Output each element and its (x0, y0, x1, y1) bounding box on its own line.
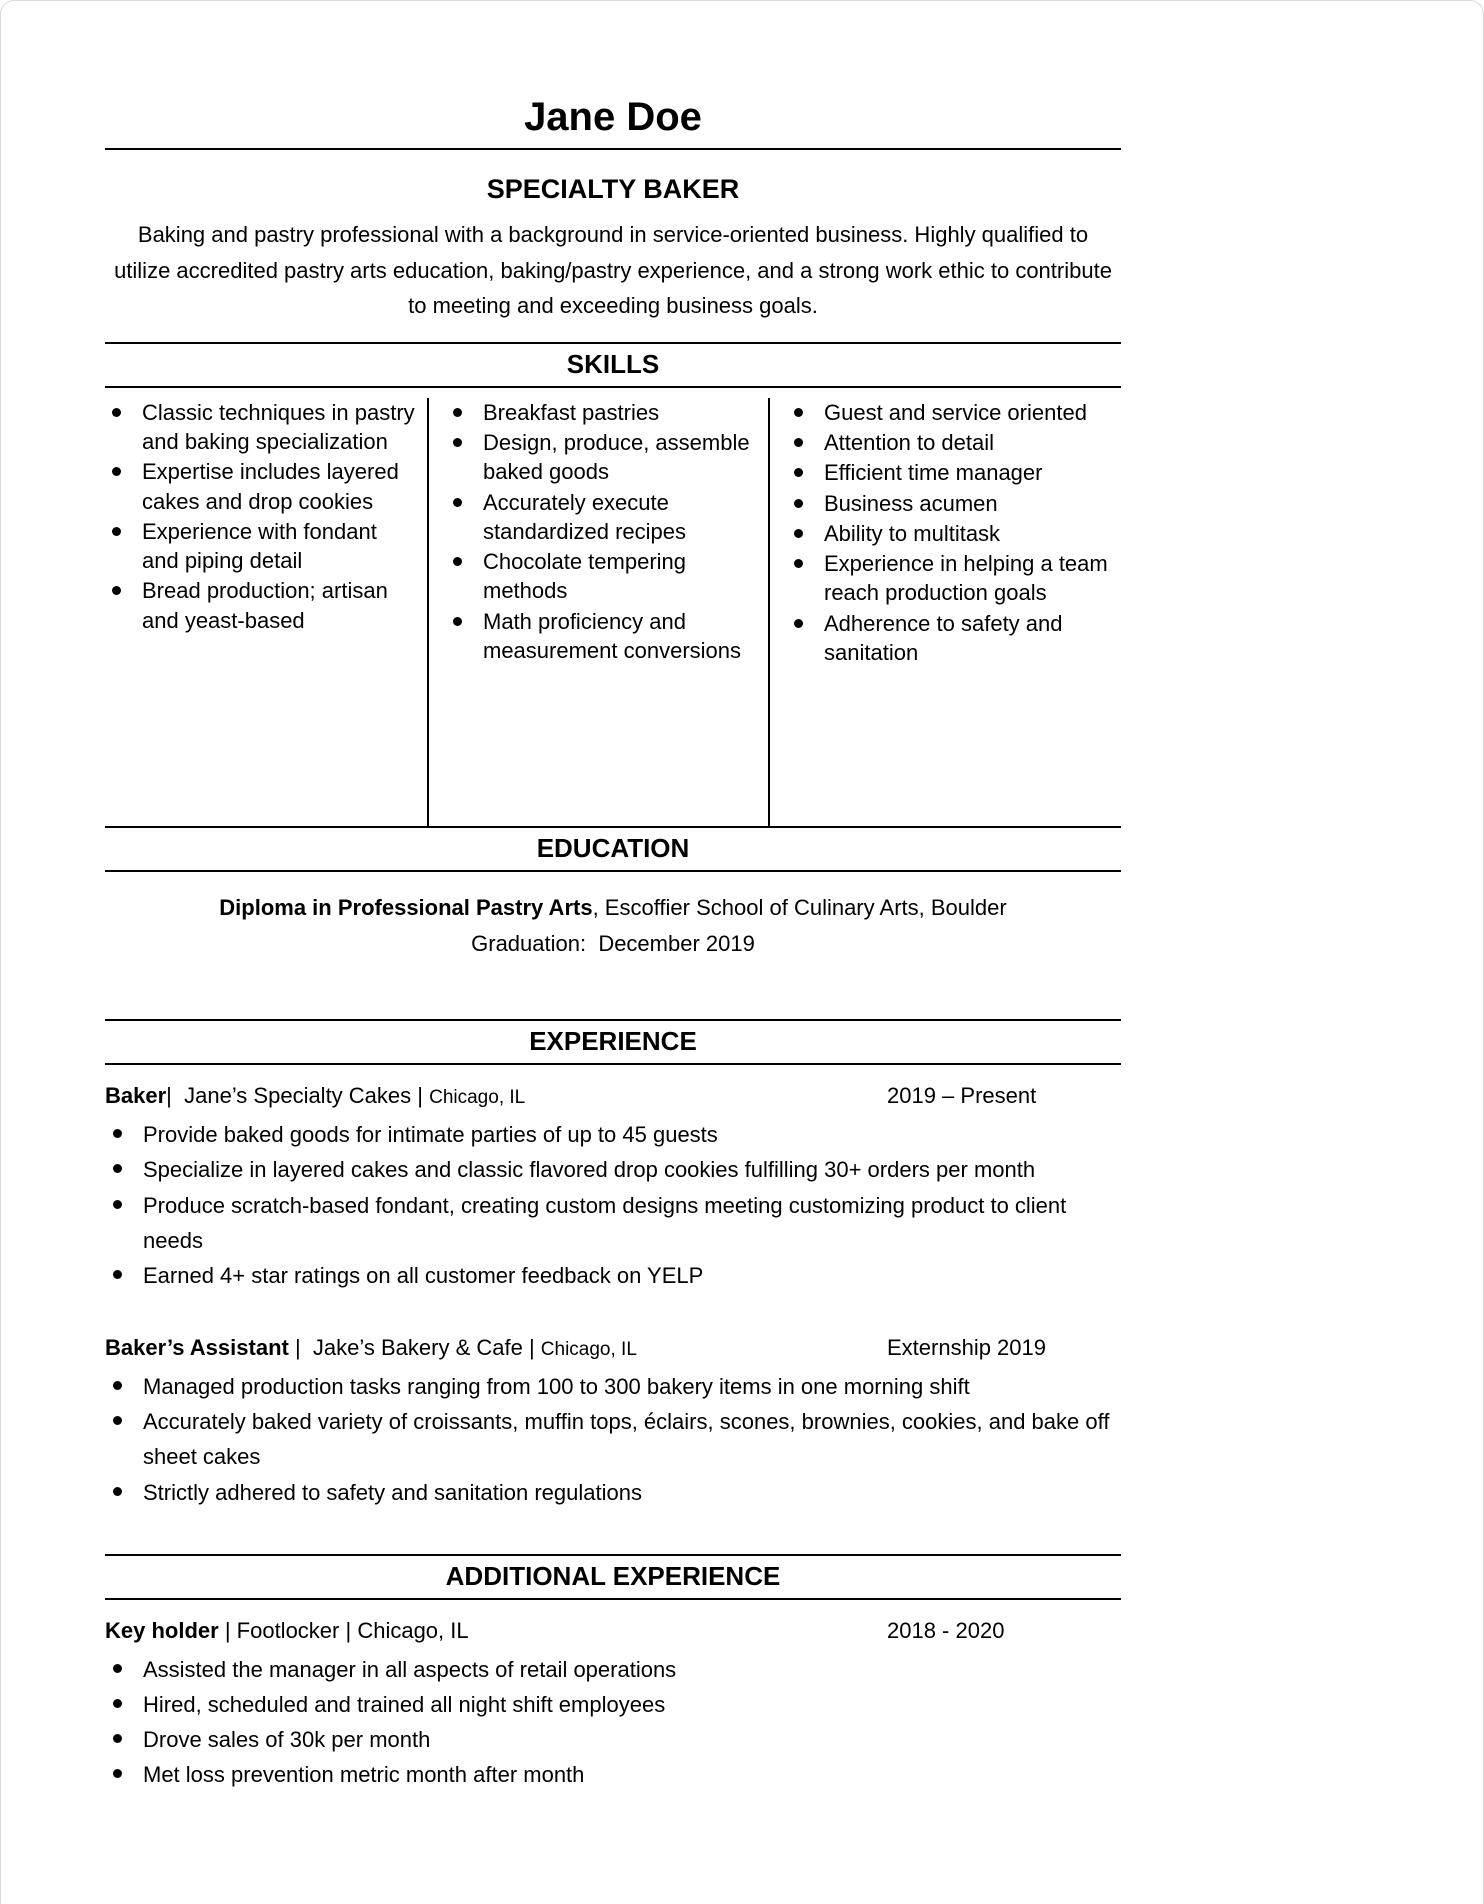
skill-item: Business acumen (787, 489, 1115, 518)
job-header-key-holder (105, 1618, 1121, 1644)
job-separator: | (218, 1617, 237, 1643)
job-title: Baker (105, 1083, 167, 1109)
bullet-item: Accurately baked variety of croissants, muffin tops, éclairs, scones, brownies, cookies, and bake off sheet cakes (105, 1404, 1121, 1474)
skill-item: Attention to detail (787, 428, 1115, 457)
experience-divider-bottom (105, 1063, 1121, 1065)
education-school: , Escoffier School of Culinary Arts, Boulder (592, 894, 1007, 920)
bullet-item: Earned 4+ star ratings on all customer feedback on YELP (105, 1258, 1121, 1293)
job-header-bakers-assistant (105, 1335, 1121, 1361)
bullet-item: Strictly adhered to safety and sanitation regulations (105, 1475, 1121, 1510)
education-entry (105, 890, 1121, 961)
skills-columns (105, 398, 1121, 826)
additional-experience-divider-bottom (105, 1598, 1121, 1600)
job-bullet-list (105, 1652, 1121, 1793)
person-name: Jane Doe (524, 95, 702, 139)
job-company: Jane’s Specialty Cakes (184, 1083, 412, 1109)
skill-item: Chocolate tempering methods (446, 547, 762, 606)
job-separator: | (339, 1617, 358, 1643)
skill-item: Math proficiency and measurement conversions (446, 607, 762, 666)
job-title: Key holder (105, 1617, 219, 1643)
job-dates: 2018 - 2020 (887, 1617, 1005, 1643)
job-title: Baker’s Assistant (105, 1335, 289, 1361)
skill-item: Bread production; artisan and yeast-based (105, 576, 415, 635)
skills-list-3 (787, 398, 1115, 667)
job-company: Jake’s Bakery & Cafe (312, 1335, 523, 1361)
bullet-item: Provide baked goods for intimate parties of up to 45 guests (105, 1117, 1121, 1152)
job-separator: | (522, 1335, 541, 1361)
skills-list-2 (446, 398, 762, 665)
job-dates: Externship 2019 (887, 1335, 1046, 1361)
skill-item: Classic techniques in pastry and baking specialization (105, 398, 415, 457)
experience-heading: EXPERIENCE (529, 1026, 697, 1057)
skills-divider-bottom (105, 386, 1121, 388)
education-graduation: Graduation: December 2019 (471, 930, 755, 956)
skill-item: Efficient time manager (787, 458, 1115, 487)
job-dates: 2019 – Present (887, 1083, 1037, 1109)
skills-list-1 (105, 398, 415, 635)
job-location: Chicago, IL (429, 1087, 526, 1109)
skills-column-2 (427, 398, 768, 826)
resume-content (105, 1, 1121, 1793)
skills-column-3 (768, 398, 1121, 826)
skill-item: Guest and service oriented (787, 398, 1115, 427)
education-divider-bottom (105, 870, 1121, 872)
additional-experience-heading: ADDITIONAL EXPERIENCE (445, 1560, 781, 1591)
bullet-item: Specialize in layered cakes and classic flavored drop cookies fulfilling 30+ orders per month (105, 1152, 1121, 1187)
job-separator: | (166, 1083, 185, 1109)
education-heading: EDUCATION (536, 832, 690, 863)
skill-item: Breakfast pastries (446, 398, 762, 427)
skills-column-1 (105, 398, 427, 826)
job-separator: | (288, 1335, 313, 1361)
summary-text: Baking and pastry professional with a background in service-oriented business. Highly qualified to utilize accredited pastry arts education, baking/pastry experience, and a strong work ethic to contribute to meeting and exceeding business goals. (114, 222, 1112, 319)
skill-item: Design, produce, assemble baked goods (446, 428, 762, 487)
job-company: Footlocker (236, 1617, 340, 1643)
skill-item: Expertise includes layered cakes and drop cookies (105, 457, 415, 516)
job-separator: | (411, 1083, 430, 1109)
education-line (105, 890, 1121, 926)
name-divider (105, 148, 1121, 150)
role-title: SPECIALTY BAKER (486, 174, 740, 204)
skill-item: Experience with fondant and piping detail (105, 517, 415, 576)
skill-item: Adherence to safety and sanitation (787, 609, 1115, 668)
job-bullet-list (105, 1117, 1121, 1293)
job-location: Chicago, IL (540, 1339, 637, 1361)
job-location: Chicago, IL (357, 1617, 469, 1643)
skills-heading: SKILLS (566, 348, 660, 379)
bullet-item: Assisted the manager in all aspects of retail operations (105, 1652, 1121, 1687)
bullet-item: Managed production tasks ranging from 100 to 300 bakery items in one morning shift (105, 1369, 1121, 1404)
job-bullet-list (105, 1369, 1121, 1510)
bullet-item: Produce scratch-based fondant, creating custom designs meeting customizing product to client needs (105, 1188, 1121, 1258)
skill-item: Accurately execute standardized recipes (446, 488, 762, 547)
bullet-item: Drove sales of 30k per month (105, 1722, 1121, 1757)
bullet-item: Met loss prevention metric month after month (105, 1757, 1121, 1792)
job-header-baker (105, 1083, 1121, 1109)
bullet-item: Hired, scheduled and trained all night shift employees (105, 1687, 1121, 1722)
education-degree: Diploma in Professional Pastry Arts (219, 894, 593, 920)
skill-item: Experience in helping a team reach production goals (787, 549, 1115, 608)
skill-item: Ability to multitask (787, 519, 1115, 548)
